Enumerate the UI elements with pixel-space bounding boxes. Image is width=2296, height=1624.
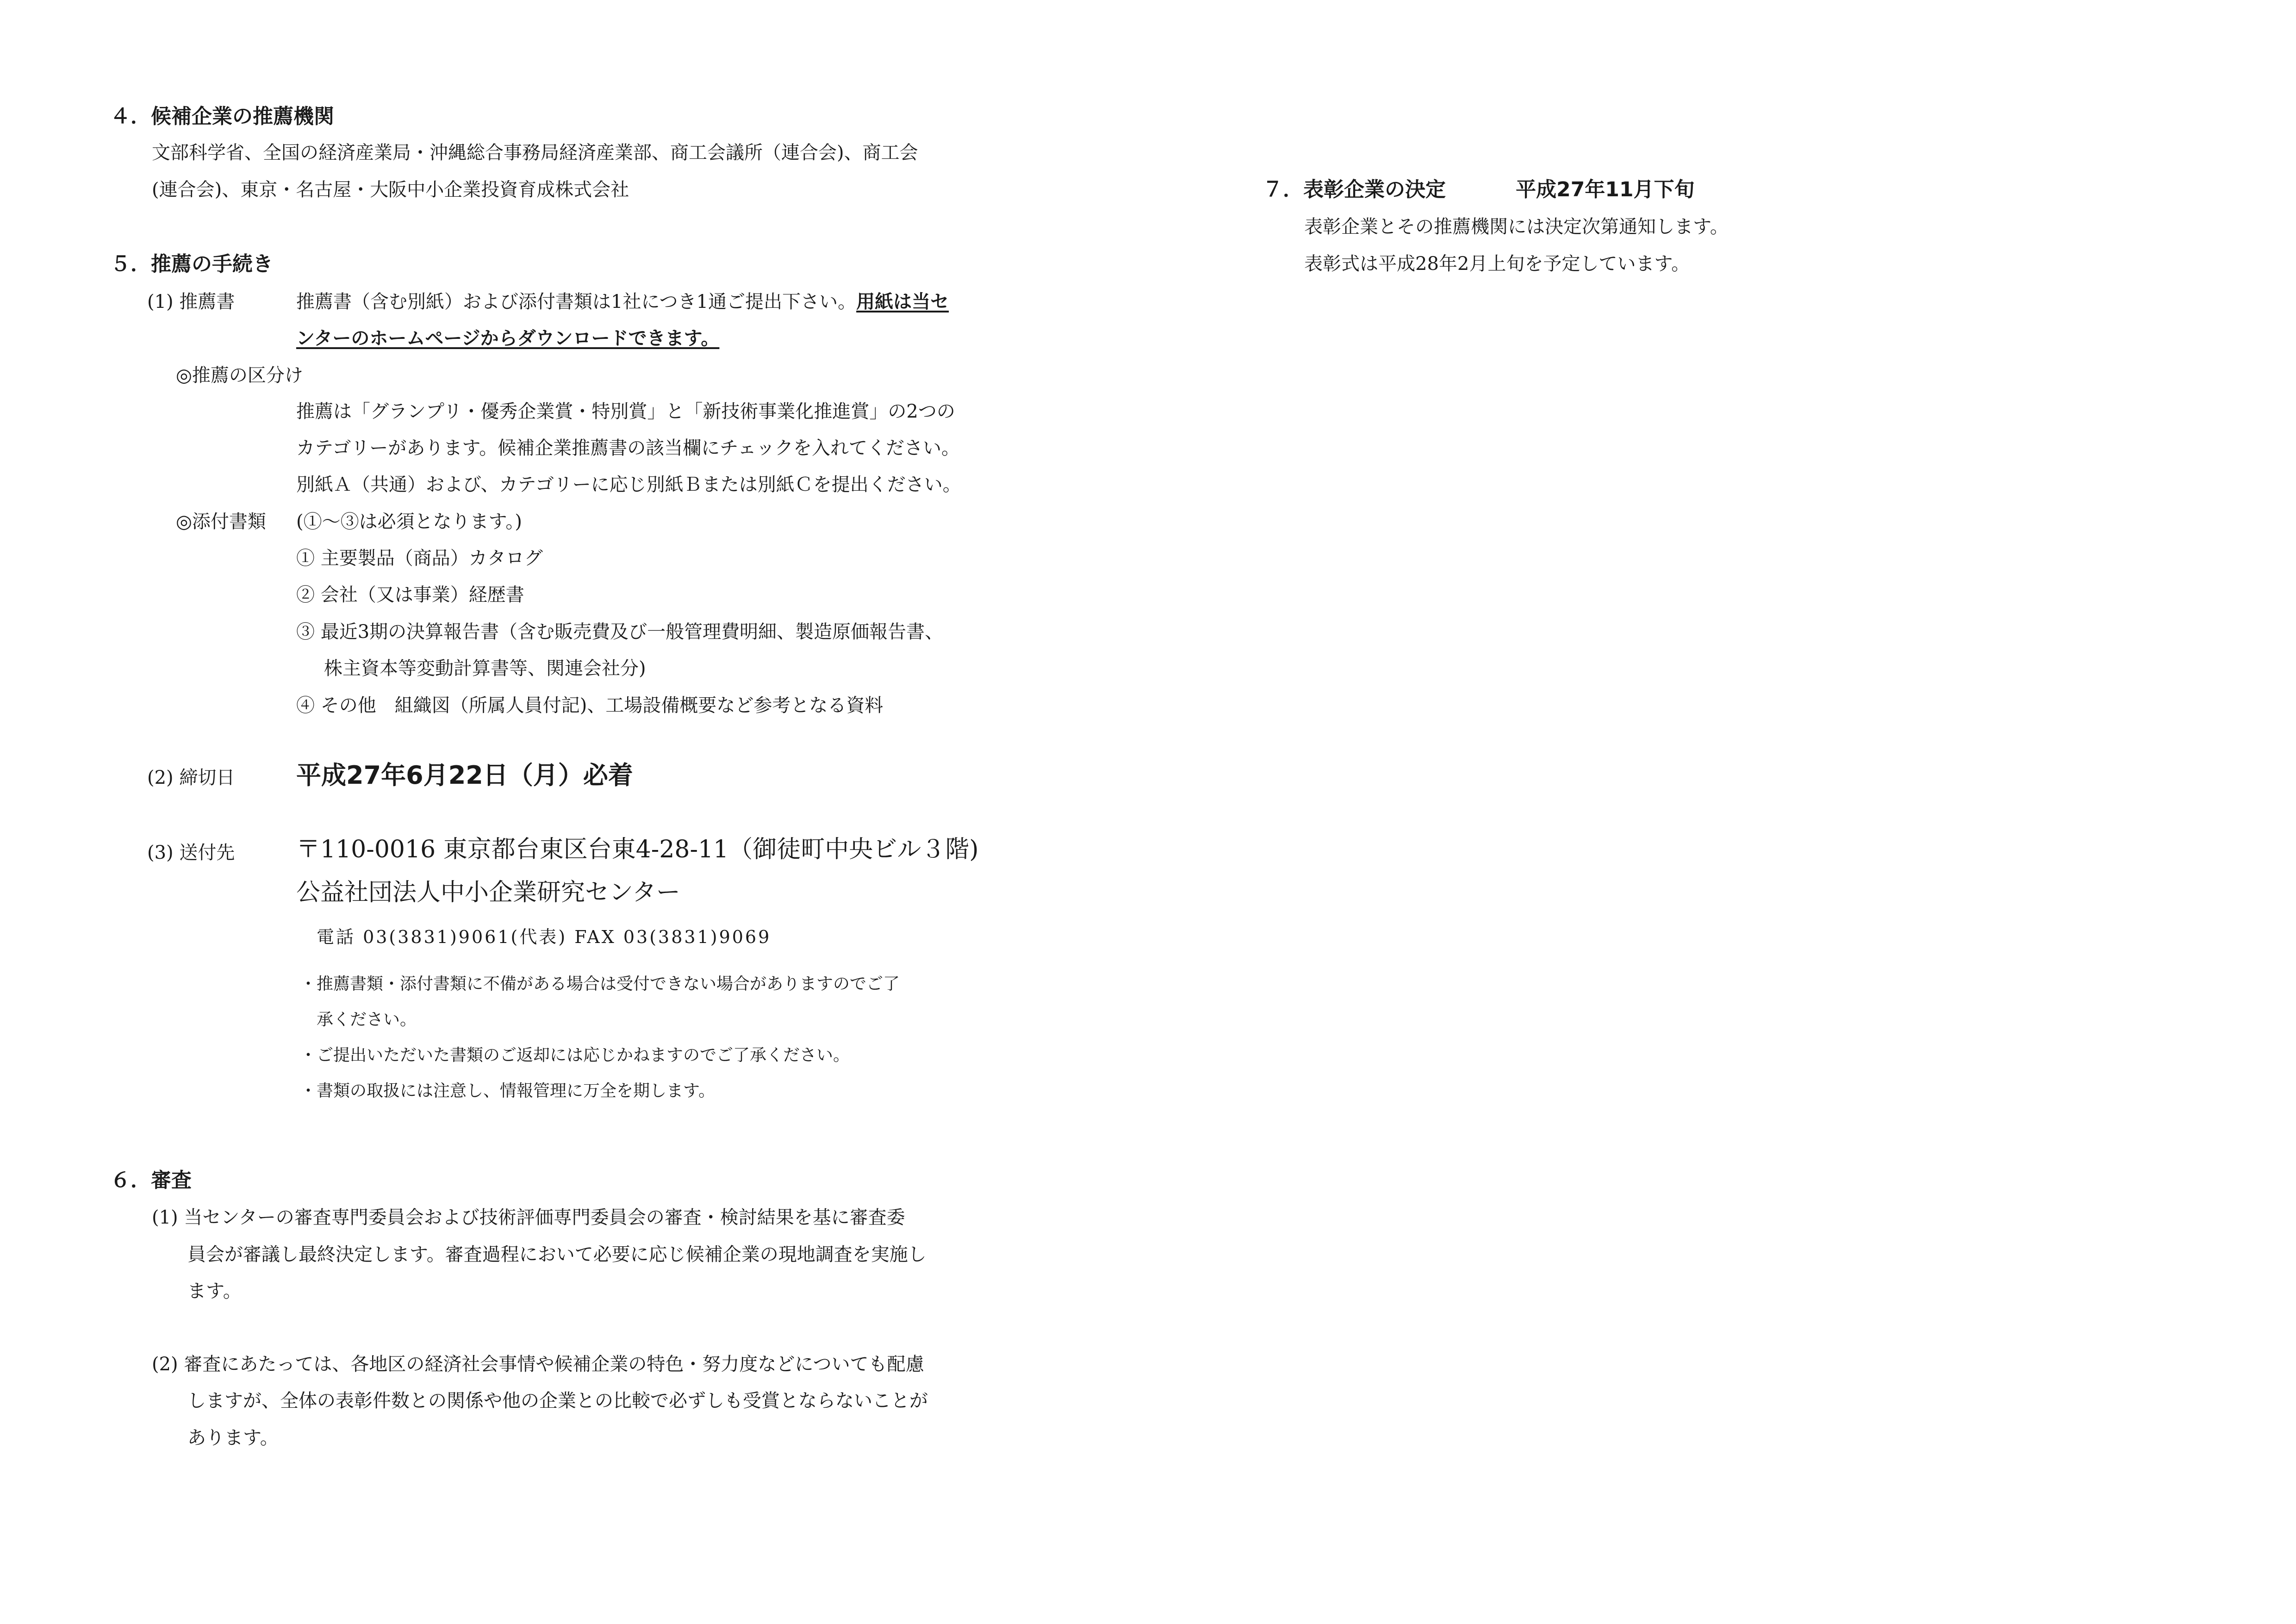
review-p2-line-3: あります。 bbox=[187, 1427, 279, 1449]
p1-label: (1) 推薦書 bbox=[147, 291, 235, 312]
note-2: ・ご提出いただいた書類のご返却には応じかねますのでご了承ください。 bbox=[300, 1046, 850, 1065]
section-7-heading: ７．表彰企業の決定 bbox=[1263, 178, 1446, 201]
category-line-2: カテゴリーがあります。候補企業推薦書の該当欄にチェックを入れてください。 bbox=[296, 437, 960, 459]
section-6-heading: ６．審査 bbox=[110, 1168, 192, 1192]
review-p2-line-2: しますが、全体の表彰件数との関係や他の企業との比較で必ずしも受賞とならないことが bbox=[187, 1390, 928, 1412]
category-line-1: 推薦は「グランプリ・優秀企業賞・特別賞」と「新技術事業化推進賞」の2つの bbox=[296, 401, 955, 422]
attach-item-1: ① 主要製品（商品）カタログ bbox=[296, 548, 543, 569]
p1-text bbox=[296, 288, 949, 316]
section-4-heading: ４．候補企業の推薦機関 bbox=[110, 105, 334, 128]
review-p1-line-1: (1) 当センターの審査専門委員会および技術評価専門委員会の審査・検討結果を基に審査委 bbox=[152, 1207, 905, 1228]
attach-item-3: ③ 最近3期の決算報告書（含む販売費及び一般管理費明細、製造原価報告書、 bbox=[296, 621, 944, 643]
deadline-value: 平成27年6月22日（月）必着 bbox=[296, 761, 633, 790]
download-note-part-1: 用紙は当セ bbox=[856, 291, 949, 312]
category-line-3: 別紙Ａ（共通）および、カテゴリーに応じ別紙Ｂまたは別紙Ｃを提出ください。 bbox=[296, 474, 961, 495]
section-4-line-1: 文部科学省、全国の経済産業局・沖縄総合事務局経済産業部、商工会議所（連合会)、商工会 bbox=[152, 142, 918, 163]
p1-text-plain: 推薦書（含む別紙）および添付書類は1社につき1通ご提出下さい。 bbox=[296, 291, 857, 312]
review-p1-line-3: ます。 bbox=[187, 1280, 242, 1302]
attach-note: (①～③は必須となります。) bbox=[296, 511, 523, 532]
address: 〒110-0016 東京都台東区台東4-28-11（御徒町中央ビル３階) bbox=[296, 836, 979, 863]
note-3: ・書類の取扱には注意し、情報管理に万全を期します。 bbox=[300, 1081, 716, 1100]
attach-item-3-cont: 株主資本等変動計算書等、関連会社分) bbox=[324, 658, 646, 679]
attach-label: ◎添付書類 bbox=[176, 511, 266, 532]
award-line-2: 表彰式は平成28年2月上旬を予定しています。 bbox=[1304, 253, 1690, 275]
review-p2-line-1: (2) 審査にあたっては、各地区の経済社会事情や候補企業の特色・努力度などについても配慮 bbox=[152, 1354, 924, 1375]
note-1: ・推薦書類・添付書類に不備がある場合は受付できない場合がありますのでご了 bbox=[300, 974, 900, 993]
category-label: ◎推薦の区分け bbox=[176, 365, 303, 386]
organization-name: 公益社団法人中小企業研究センター bbox=[296, 879, 680, 906]
section-5-heading: ５．推薦の手続き bbox=[110, 252, 273, 276]
section-4-line-2: (連合会)、東京・名古屋・大阪中小企業投資育成株式会社 bbox=[152, 179, 629, 200]
note-1-cont: 承ください。 bbox=[317, 1010, 417, 1029]
phone-fax: 電話 03(3831)9061(代表) FAX 03(3831)9069 bbox=[317, 927, 772, 947]
review-p1-line-2: 員会が審議し最終決定します。審査過程において必要に応じ候補企業の現地調査を実施し bbox=[187, 1244, 927, 1265]
p2-label: (2) 締切日 bbox=[147, 767, 235, 788]
attach-item-2: ② 会社（又は事業）経歴書 bbox=[296, 584, 524, 606]
award-decision-date: 平成27年11月下旬 bbox=[1516, 178, 1695, 201]
attach-item-4: ④ その他 組織図（所属人員付記)、工場設備概要など参考となる資料 bbox=[296, 695, 884, 716]
award-line-1: 表彰企業とその推薦機関には決定次第通知します。 bbox=[1304, 216, 1729, 237]
download-note-part-2: ンターのホームページからダウンロードできます。 bbox=[296, 328, 720, 349]
p3-label: (3) 送付先 bbox=[147, 842, 235, 863]
